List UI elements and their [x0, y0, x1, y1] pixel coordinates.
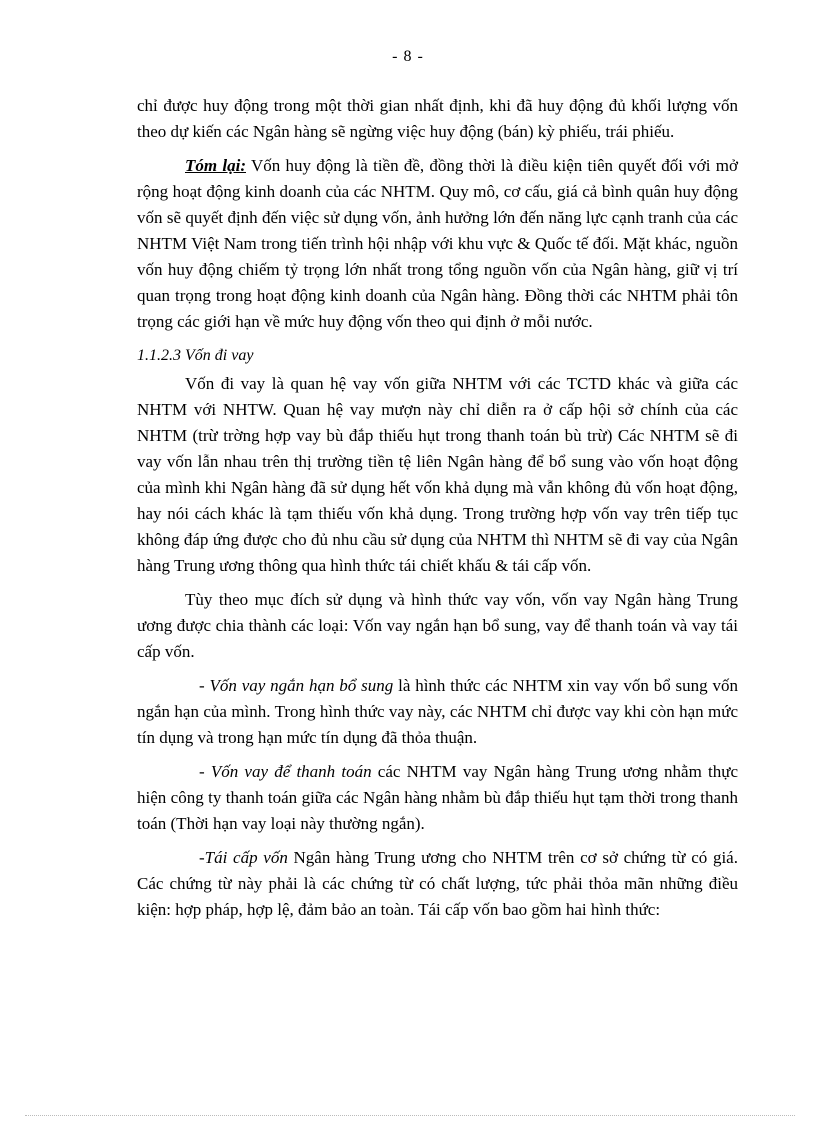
page-number: - 8 -	[392, 48, 424, 65]
section-heading: 1.1.2.3 Vốn đi vay	[137, 347, 254, 364]
list-item-text: các NHTM vay Ngân hàng Trung ương nhằm thực hiện công ty thanh toán giữa các Ngân hàng nhằm bù đắp thiếu hụt tạm thời trong thanh toán (Thời hạn vay loại này thường ngắn).	[137, 762, 738, 833]
list-item-term: Vốn vay ngắn hạn bổ sung	[209, 676, 394, 695]
list-item-prefix: -	[199, 676, 210, 695]
footer-divider	[25, 1115, 795, 1116]
paragraph-continuation: chỉ được huy động trong một thời gian nhất định, khi đã huy động đủ khối lượng vốn theo dự kiến các Ngân hàng sẽ ngừng việc huy động (bán) kỳ phiếu, trái phiếu.	[137, 96, 738, 141]
summary-text: Vốn huy động là tiền đề, đồng thời là điều kiện tiên quyết đối với mở rộng hoạt động kinh doanh của các NHTM. Quy mô, cơ cấu, giá cả bình quân huy động vốn sẽ quyết định đến việc sử dụng vốn, ảnh hưởng lớn đến năng lực cạnh tranh của các NHTM Việt Nam trong tiến trình hội nhập với khu vực & Quốc tế đối. Mặt khác, nguồn vốn huy động chiếm tỷ trọng lớn nhất trong tổng nguồn vốn của Ngân hàng, giữ vị trí quan trọng trong hoạt động kinh doanh của Ngân hàng. Đồng thời các NHTM phải tôn trọng các giới hạn về mức huy động vốn theo qui định ở mỗi nước.	[137, 156, 738, 331]
list-item	[137, 845, 738, 923]
list-item-prefix: -	[199, 848, 205, 867]
paragraph-loan-types: Tùy theo mục đích sử dụng và hình thức vay vốn, vốn vay Ngân hàng Trung ương được chia thành các loại: Vốn vay ngắn hạn bổ sung, vay để thanh toán và vay tái cấp vốn.	[137, 590, 738, 661]
list-item-term: Vốn vay để thanh toán	[210, 762, 372, 781]
list-item-prefix: -	[199, 762, 211, 781]
summary-paragraph	[137, 153, 738, 335]
document-body	[137, 93, 738, 931]
list-item-text: Ngân hàng Trung ương cho NHTM trên cơ sở chứng từ có giá. Các chứng từ này phải là các chứng từ có chất lượng, tức phải thỏa mãn những điều kiện: hợp pháp, hợp lệ, đảm bảo an toàn. Tái cấp vốn bao gồm hai hình thức:	[137, 848, 738, 919]
list-item-text: là hình thức các NHTM xin vay vốn bổ sung vốn ngắn hạn của mình. Trong hình thức vay này, các NHTM chỉ được vay khi còn hạn mức tín dụng và trong hạn mức tín dụng đã thỏa thuận.	[137, 676, 738, 747]
list-item	[137, 673, 738, 751]
summary-label: Tóm lại:	[185, 156, 246, 175]
list-item-term: Tái cấp vốn	[204, 848, 288, 867]
list-item	[137, 759, 738, 837]
paragraph-borrowed-capital: Vốn đi vay là quan hệ vay vốn giữa NHTM với các TCTD khác và giữa các NHTM với NHTW. Quan hệ vay mượn này chỉ diễn ra ở cấp hội sở chính của các NHTM (trừ trờng hợp vay bù đắp thiếu hụt trong thanh toán bù trừ) Các NHTM sẽ đi vay vốn lẫn nhau trên thị trường tiền tệ liên Ngân hàng để bổ sung vào vốn hoạt động của mình khi Ngân hàng đã sử dụng hết vốn khả dụng mà vẫn không đủ vốn hoạt động, hay nói cách khác là tạm thiếu vốn khả dụng. Trong trường hợp vốn vay trên tiếp tục không đáp ứng được cho đủ nhu cầu sử dụng của NHTM thì NHTM sẽ đi vay của Ngân hàng Trung ương thông qua hình thức tái chiết khấu & tái cấp vốn.	[137, 374, 738, 575]
